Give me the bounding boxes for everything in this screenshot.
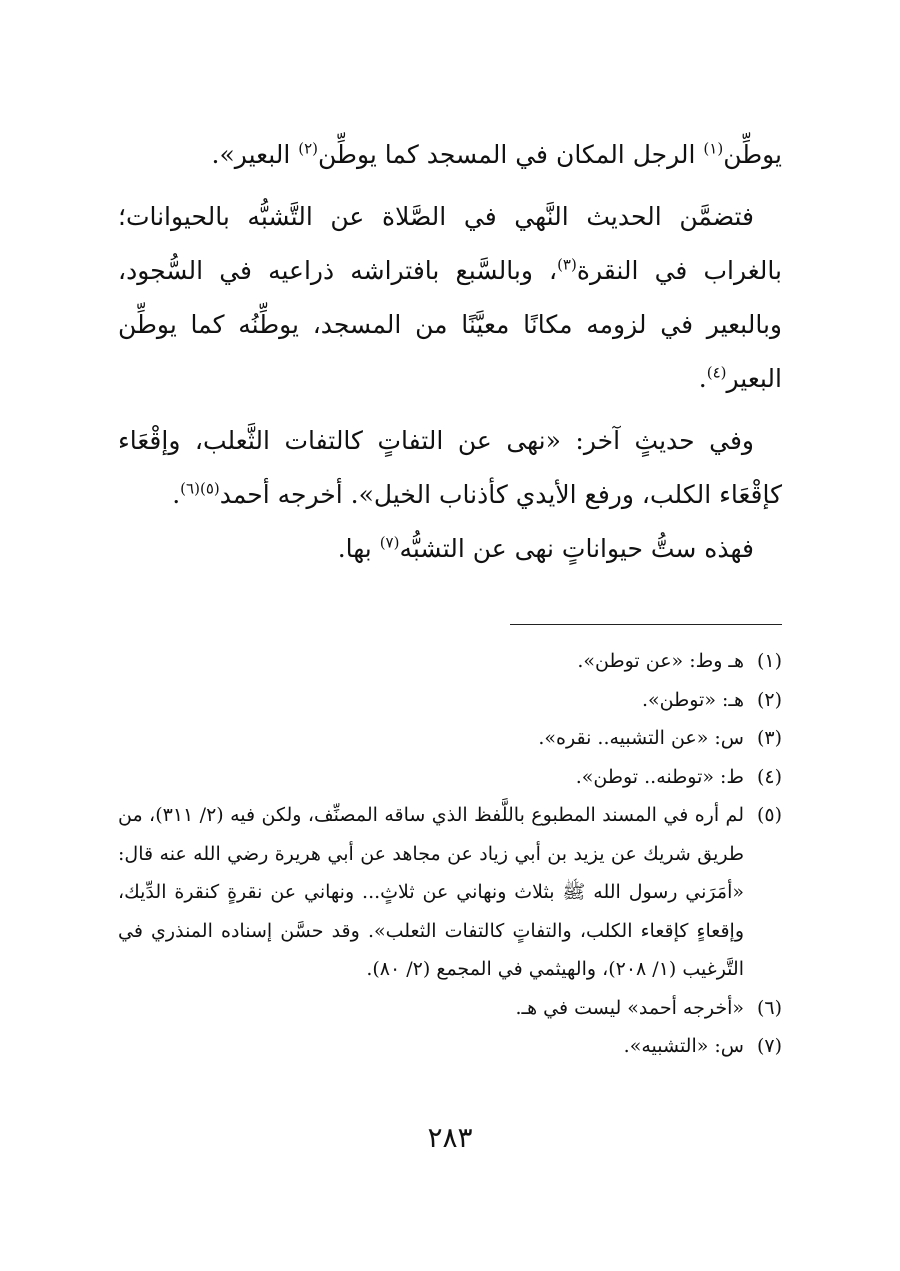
text-run: . <box>172 480 181 509</box>
paragraph <box>118 128 782 182</box>
footnote-number: (٧) <box>756 1035 782 1057</box>
text-run: بها. <box>337 534 380 563</box>
footnote-text: هـ: «توطن». <box>641 688 744 711</box>
footnote-item <box>118 989 782 1028</box>
paragraph <box>118 414 782 522</box>
footnotes <box>118 642 782 1066</box>
text-run: الرجل المكان في المسجد كما يوطِّن <box>318 140 704 169</box>
footnote-item <box>118 719 782 758</box>
footnote-item <box>118 681 782 720</box>
footnote-number: (٦) <box>756 996 782 1019</box>
footnote-text: «أخرجه أحمد» ليست في هـ. <box>515 996 744 1019</box>
paragraph <box>118 522 782 576</box>
footnote-number: (٢) <box>756 688 782 711</box>
footnote-text: هـ وط: «عن توطن». <box>577 650 744 672</box>
footnote-ref[interactable]: (٢) <box>298 139 319 158</box>
text-run: وفي حديثٍ آخر: «نهى عن التفاتٍ كالتفات الثَّعلب، وإقْعَاء كإقْعَاء الكلب، ورفع الأيدي كأذناب الخيل». أخرجه أحمد <box>118 426 782 509</box>
paragraph <box>118 190 782 406</box>
footnote-ref[interactable]: (٣) <box>557 255 577 274</box>
text-run: فهذه ستُّ حيواناتٍ نهى عن التشبُّه <box>399 534 754 563</box>
footnote-item <box>118 796 782 989</box>
text-run: . <box>698 364 707 393</box>
footnote-separator <box>510 624 782 625</box>
page-number: ٢٨٣ <box>427 1121 473 1154</box>
footnote-ref[interactable]: (١) <box>703 139 724 158</box>
footnote-number: (٥) <box>756 804 782 826</box>
text-run: البعير». <box>211 140 299 169</box>
footnote-ref[interactable]: (٤) <box>706 363 727 382</box>
footnote-ref[interactable]: (٥)(٦) <box>180 479 220 498</box>
footnote-text: س: «التشبيه». <box>623 1035 744 1057</box>
footnote-text: س: «عن التشبيه.. نقره». <box>538 727 744 749</box>
text-run: يوطِّن <box>723 140 782 169</box>
footnote-ref[interactable]: (٧) <box>379 533 400 552</box>
footnote-number: (٣) <box>756 727 782 749</box>
footnote-item <box>118 1027 782 1066</box>
main-text <box>118 128 782 584</box>
footnote-item <box>118 642 782 681</box>
text-run: فتضمَّن الحديث النَّهي في الصَّلاة عن التَّشبُّه بالحيوانات؛ بالغراب في النقرة <box>118 202 782 285</box>
footnote-text: ط: «توطنه.. توطن». <box>575 765 744 788</box>
footnote-number: (٤) <box>756 765 782 788</box>
text-run: ، وبالسَّبع بافتراشه ذراعيه في السُّجود، وبالبعير في لزومه مكانًا معيَّنًا من المسجد، يوطِّنُه كما يوطِّن البعير <box>118 256 782 393</box>
footnote-item <box>118 758 782 797</box>
footnote-text: لم أره في المسند المطبوع باللَّفظ الذي ساقه المصنِّف، ولكن فيه (٢/ ٣١١)، من طريق شريك عن يزيد بن أبي زياد عن مجاهد عن أبي هريرة رضي الله عنه قال: «أمَرَني رسول الله ﷺ بثلاث ونهاني عن ثلاثٍ... ونهاني عن نقرةٍ كنقرة الدِّيك، وإقعاءٍ كإقعاء الكلب، والتفاتٍ كالتفات الثعلب». وقد حسَّن إسناده المنذري في التَّرغيب (١/ ٢٠٨)، والهيثمي في المجمع (٢/ ٨٠). <box>118 804 744 980</box>
footnote-number: (١) <box>756 650 782 672</box>
